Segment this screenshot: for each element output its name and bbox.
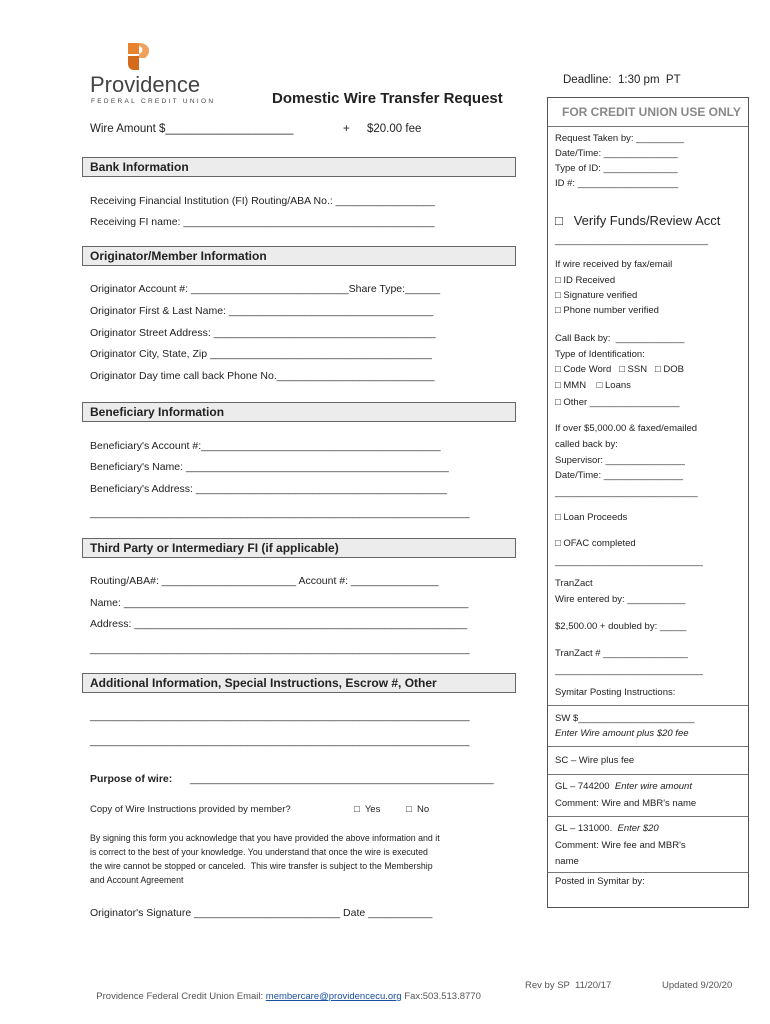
gl-744200-label [555, 781, 692, 792]
beneficiary-name-field[interactable]: Beneficiary's Name: _____________________________________________ [90, 461, 449, 473]
section-originator-information: Originator/Member Information [82, 246, 516, 266]
disclaimer-line-1: By signing this form you acknowledge that you have provided the above information and it [90, 833, 440, 843]
originator-signature-field[interactable]: Originator's Signature _________________________ Date ___________ [90, 907, 433, 919]
copy-yes-checkbox[interactable]: □ Yes [354, 804, 381, 815]
footer-fax: Fax:503.513.8770 [401, 991, 481, 1002]
gl-131000-comment: Comment: Wire fee and MBR's [555, 840, 686, 851]
wire-entered-field[interactable]: Wire entered by: ___________ [555, 594, 686, 605]
disclaimer-line-4: and Account Agreement [90, 875, 184, 885]
originator-account-field[interactable]: Originator Account #: ___________________________Share Type:______ [90, 283, 441, 295]
copy-instructions-question: Copy of Wire Instructions provided by member? [90, 804, 291, 815]
symitar-posting-label: Symitar Posting Instructions: [555, 687, 676, 698]
panel-heading: FOR CREDIT UNION USE ONLY [562, 105, 741, 119]
third-party-address-field[interactable]: Address: _________________________________________________________ [90, 618, 468, 630]
gl-131000-comment-cont: name [555, 856, 579, 867]
tranzact-label: TranZact [555, 578, 593, 589]
type-identification-label: Type of Identification: [555, 349, 645, 360]
call-back-field[interactable]: Call Back by: _____________ [555, 333, 685, 344]
third-party-routing-field[interactable]: Routing/ABA#: _______________________ Account #: _______________ [90, 575, 439, 587]
type-of-id-field[interactable]: Type of ID: ______________ [555, 163, 678, 174]
id-number-field[interactable]: ID #: ___________________ [555, 178, 679, 189]
originator-phone-field[interactable]: Originator Day time call back Phone No.___________________________ [90, 370, 435, 382]
third-party-address-line2[interactable]: _________________________________________________________________ [90, 643, 470, 655]
footer-revision: Rev by SP 11/20/17 [525, 980, 612, 991]
page-title: Domestic Wire Transfer Request [272, 90, 503, 107]
supervisor-field[interactable]: Supervisor: _______________ [555, 455, 685, 466]
signature-verified-checkbox[interactable]: □ Signature verified [555, 290, 638, 301]
disclaimer-line-2: is correct to the best of your knowledge. You understand that once the wire is executed [90, 847, 428, 857]
third-party-name-field[interactable]: Name: ___________________________________________________________ [90, 597, 469, 609]
footer-updated: Updated 9/20/20 [662, 980, 733, 991]
panel-divider-sc [548, 774, 748, 775]
sw-note: Enter Wire amount plus $20 fee [555, 728, 689, 739]
panel-divider-top [548, 126, 748, 127]
doubled-by-field[interactable]: $2,500.00 + doubled by: _____ [555, 621, 687, 632]
beneficiary-account-field[interactable]: Beneficiary's Account #:_________________________________________ [90, 440, 441, 452]
gl-131000-note: Enter $20 [617, 823, 659, 834]
beneficiary-address-line2[interactable]: _________________________________________________________________ [90, 507, 470, 519]
sc-wire-plus-fee: SC – Wire plus fee [555, 755, 635, 766]
section-beneficiary-information: Beneficiary Information [82, 402, 516, 422]
identification-options-row1[interactable]: □ Code Word □ SSN □ DOB [555, 364, 684, 375]
wire-fee: $20.00 fee [367, 123, 422, 135]
additional-info-line1[interactable]: _________________________________________________________________ [90, 710, 470, 722]
fax-email-heading: If wire received by fax/email [555, 259, 673, 270]
verify-funds-line[interactable]: _____________________________ [555, 235, 709, 246]
panel-line-b[interactable]: ____________________________ [555, 556, 703, 567]
gl-744200-comment: Comment: Wire and MBR's name [555, 798, 697, 809]
tranzact-number-field[interactable]: TranZact # ________________ [555, 648, 688, 659]
verify-funds-checkbox[interactable]: □ Verify Funds/Review Acct [555, 213, 721, 228]
panel-datetime-field[interactable]: Date/Time: ______________ [555, 148, 678, 159]
gl-744200-note: Enter wire amount [614, 781, 692, 792]
posted-in-symitar-field[interactable]: Posted in Symitar by: [555, 876, 645, 887]
routing-aba-field[interactable]: Receiving Financial Institution (FI) Routing/ABA No.: _________________ [90, 195, 435, 207]
beneficiary-address-field[interactable]: Beneficiary's Address: ___________________________________________ [90, 483, 447, 495]
section-additional-information: Additional Information, Special Instructions, Escrow #, Other [82, 673, 516, 693]
disclaimer-line-3: the wire cannot be stopped or canceled. This wire transfer is subject to the Membership [90, 861, 433, 871]
providence-logo-icon [124, 40, 156, 72]
originator-street-field[interactable]: Originator Street Address: ______________________________________ [90, 327, 436, 339]
loan-proceeds-checkbox[interactable]: □ Loan Proceeds [555, 512, 628, 523]
wire-amount-field[interactable]: Wire Amount $____________________ [90, 123, 294, 135]
panel-divider-gl1 [548, 816, 748, 817]
panel-datetime2-field[interactable]: Date/Time: _______________ [555, 470, 683, 481]
plus-sign: + [343, 123, 350, 135]
section-bank-information: Bank Information [82, 157, 516, 177]
deadline: Deadline: 1:30 pm PT [563, 74, 681, 86]
gl-744200-code: GL – 744200 [555, 781, 615, 792]
gl-131000-code: GL – 131000. [555, 823, 618, 834]
footer-email-link[interactable]: membercare@providencecu.org [265, 991, 402, 1002]
footer [91, 980, 481, 1002]
identification-other[interactable]: □ Other _________________ [555, 397, 680, 408]
logo-name: Providence [90, 72, 201, 97]
copy-no-checkbox[interactable]: □ No [406, 804, 430, 815]
panel-divider-mid [548, 705, 748, 706]
identification-options-row2[interactable]: □ MMN □ Loans [555, 380, 631, 391]
purpose-of-wire-field[interactable]: ____________________________________________________ [190, 773, 494, 785]
panel-divider-sw [548, 746, 748, 747]
panel-line-a[interactable]: ___________________________ [555, 487, 698, 498]
id-received-checkbox[interactable]: □ ID Received [555, 275, 616, 286]
gl-131000-label [555, 823, 659, 834]
receiving-fi-name-field[interactable]: Receiving FI name: ___________________________________________ [90, 216, 435, 228]
logo-subtitle: FEDERAL CREDIT UNION [91, 98, 216, 105]
sw-amount-field[interactable]: SW $______________________ [555, 713, 695, 724]
originator-name-field[interactable]: Originator First & Last Name: ___________________________________ [90, 305, 434, 317]
phone-verified-checkbox[interactable]: □ Phone number verified [555, 305, 659, 316]
footer-text: Providence Federal Credit Union Email: [96, 991, 266, 1002]
originator-city-field[interactable]: Originator City, State, Zip ______________________________________ [90, 348, 432, 360]
purpose-of-wire-label: Purpose of wire: [90, 773, 176, 785]
panel-line-c[interactable]: ____________________________ [555, 665, 703, 676]
additional-info-line2[interactable]: _________________________________________________________________ [90, 735, 470, 747]
request-taken-field[interactable]: Request Taken by: _________ [555, 133, 684, 144]
panel-divider-gl2 [548, 872, 748, 873]
called-back-label: called back by: [555, 439, 618, 450]
section-third-party: Third Party or Intermediary FI (if applicable) [82, 538, 516, 558]
ofac-completed-checkbox[interactable]: □ OFAC completed [555, 538, 636, 549]
over-5000-note: If over $5,000.00 & faxed/emailed [555, 423, 698, 434]
